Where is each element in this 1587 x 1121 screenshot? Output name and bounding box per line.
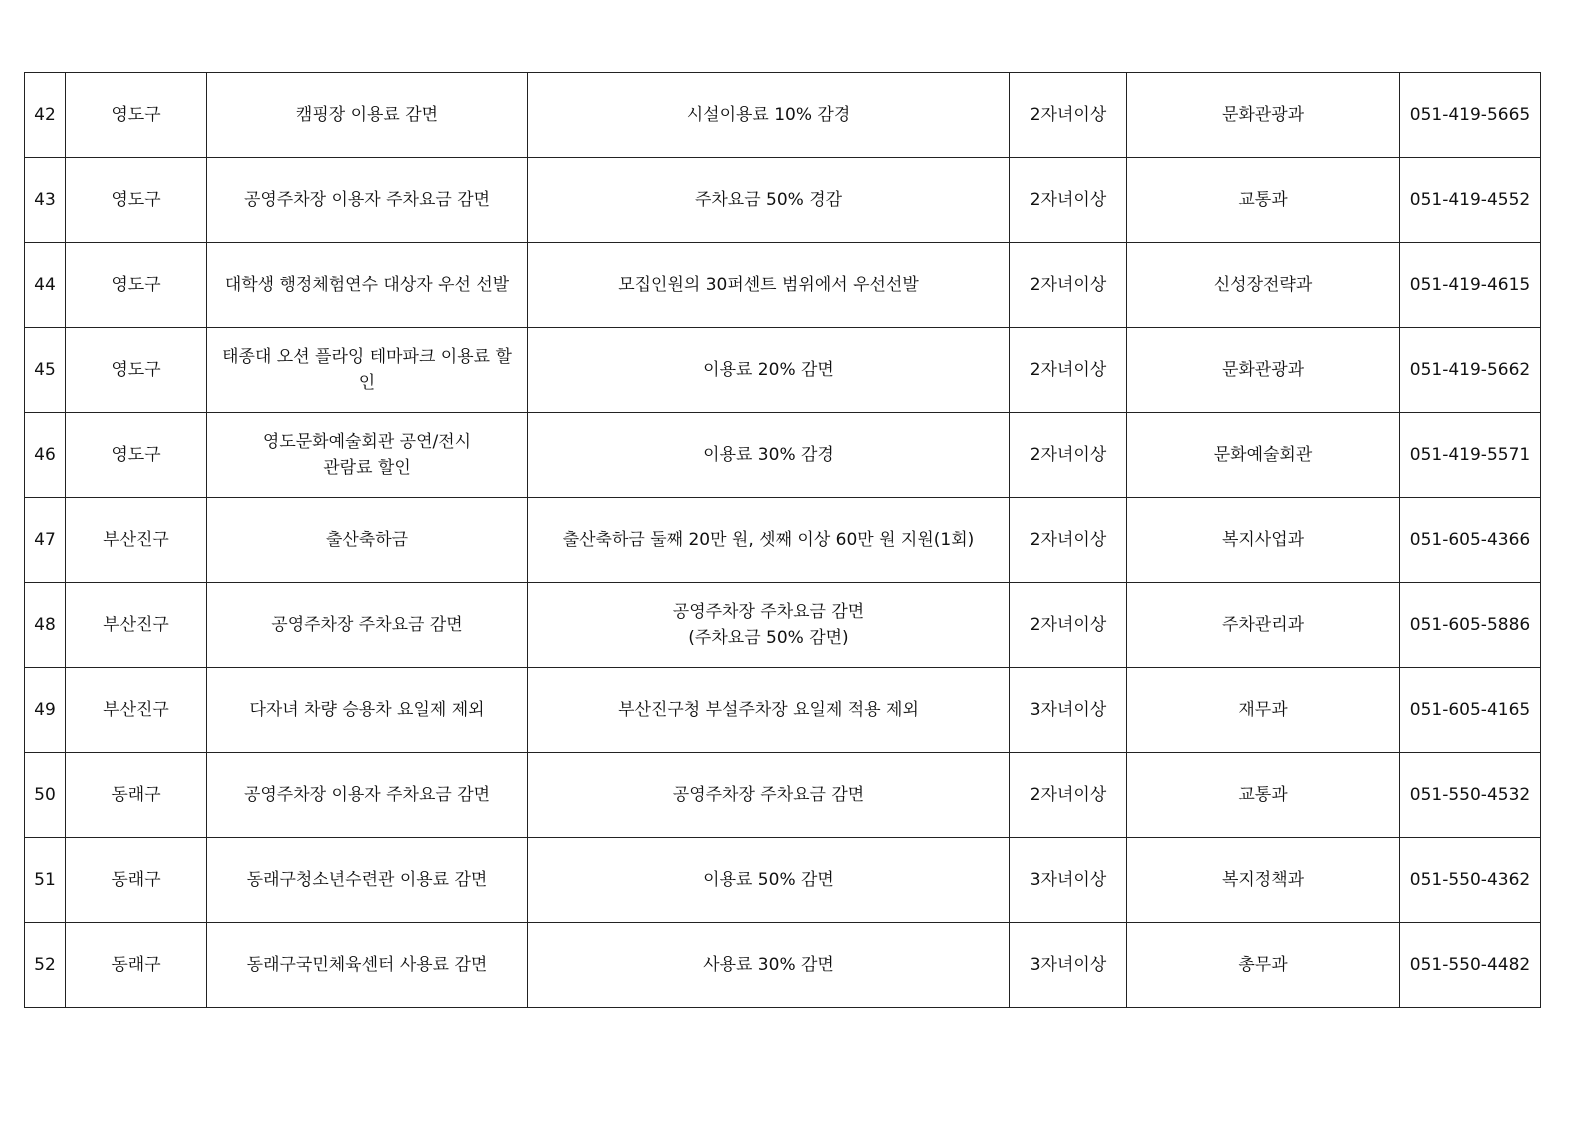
- district-cell: 영도구: [66, 73, 207, 158]
- program-cell: 공영주차장 이용자 주차요금 감면: [207, 158, 528, 243]
- district-cell: 영도구: [66, 158, 207, 243]
- program-cell: 출산축하금: [207, 498, 528, 583]
- detail-cell: 이용료 30% 감경: [528, 413, 1010, 498]
- detail-cell: 부산진구청 부설주차장 요일제 적용 제외: [528, 668, 1010, 753]
- phone-cell: 051-550-4532: [1400, 753, 1541, 838]
- row-number: 46: [25, 413, 66, 498]
- row-number: 47: [25, 498, 66, 583]
- row-number: 52: [25, 923, 66, 1008]
- table-row: [25, 158, 1541, 243]
- detail-cell: 모집인원의 30퍼센트 범위에서 우선선발: [528, 243, 1010, 328]
- target-cell: 2자녀이상: [1010, 158, 1127, 243]
- program-cell: 다자녀 차량 승용차 요일제 제외: [207, 668, 528, 753]
- phone-cell: 051-419-5665: [1400, 73, 1541, 158]
- detail-cell: 시설이용료 10% 감경: [528, 73, 1010, 158]
- department-cell: 재무과: [1127, 668, 1400, 753]
- phone-cell: 051-419-5571: [1400, 413, 1541, 498]
- district-cell: 영도구: [66, 328, 207, 413]
- target-cell: 2자녀이상: [1010, 498, 1127, 583]
- district-cell: 부산진구: [66, 668, 207, 753]
- table-row: [25, 73, 1541, 158]
- program-cell: 공영주차장 주차요금 감면: [207, 583, 528, 668]
- department-cell: 문화관광과: [1127, 73, 1400, 158]
- target-cell: 3자녀이상: [1010, 838, 1127, 923]
- department-cell: 총무과: [1127, 923, 1400, 1008]
- detail-cell: 출산축하금 둘째 20만 원, 셋째 이상 60만 원 지원(1회): [528, 498, 1010, 583]
- phone-cell: 051-419-5662: [1400, 328, 1541, 413]
- phone-cell: 051-419-4615: [1400, 243, 1541, 328]
- row-number: 42: [25, 73, 66, 158]
- document-page: [24, 72, 1540, 1008]
- program-cell: 대학생 행정체험연수 대상자 우선 선발: [207, 243, 528, 328]
- program-cell: 캠핑장 이용료 감면: [207, 73, 528, 158]
- detail-cell: 공영주차장 주차요금 감면 (주차요금 50% 감면): [528, 583, 1010, 668]
- target-cell: 2자녀이상: [1010, 73, 1127, 158]
- phone-cell: 051-419-4552: [1400, 158, 1541, 243]
- row-number: 51: [25, 838, 66, 923]
- target-cell: 2자녀이상: [1010, 328, 1127, 413]
- table-row: [25, 838, 1541, 923]
- district-cell: 부산진구: [66, 583, 207, 668]
- row-number: 45: [25, 328, 66, 413]
- district-cell: 동래구: [66, 838, 207, 923]
- detail-cell: 주차요금 50% 경감: [528, 158, 1010, 243]
- detail-cell: 사용료 30% 감면: [528, 923, 1010, 1008]
- district-cell: 동래구: [66, 923, 207, 1008]
- program-cell: 동래구국민체육센터 사용료 감면: [207, 923, 528, 1008]
- department-cell: 문화관광과: [1127, 328, 1400, 413]
- phone-cell: 051-550-4482: [1400, 923, 1541, 1008]
- target-cell: 2자녀이상: [1010, 243, 1127, 328]
- detail-cell: 이용료 20% 감면: [528, 328, 1010, 413]
- phone-cell: 051-605-5886: [1400, 583, 1541, 668]
- phone-cell: 051-605-4366: [1400, 498, 1541, 583]
- row-number: 48: [25, 583, 66, 668]
- program-cell: 공영주차장 이용자 주차요금 감면: [207, 753, 528, 838]
- row-number: 50: [25, 753, 66, 838]
- row-number: 43: [25, 158, 66, 243]
- detail-cell: 공영주차장 주차요금 감면: [528, 753, 1010, 838]
- phone-cell: 051-550-4362: [1400, 838, 1541, 923]
- program-cell: 동래구청소년수련관 이용료 감면: [207, 838, 528, 923]
- target-cell: 3자녀이상: [1010, 668, 1127, 753]
- table-row: [25, 498, 1541, 583]
- department-cell: 교통과: [1127, 753, 1400, 838]
- department-cell: 복지정책과: [1127, 838, 1400, 923]
- table-row: [25, 328, 1541, 413]
- department-cell: 문화예술회관: [1127, 413, 1400, 498]
- row-number: 44: [25, 243, 66, 328]
- benefits-table: [24, 72, 1541, 1008]
- district-cell: 부산진구: [66, 498, 207, 583]
- table-row: [25, 583, 1541, 668]
- district-cell: 동래구: [66, 753, 207, 838]
- table-row: [25, 413, 1541, 498]
- row-number: 49: [25, 668, 66, 753]
- table-row: [25, 668, 1541, 753]
- program-cell: 태종대 오션 플라잉 테마파크 이용료 할 인: [207, 328, 528, 413]
- table-row: [25, 923, 1541, 1008]
- department-cell: 신성장전략과: [1127, 243, 1400, 328]
- target-cell: 3자녀이상: [1010, 923, 1127, 1008]
- phone-cell: 051-605-4165: [1400, 668, 1541, 753]
- department-cell: 주차관리과: [1127, 583, 1400, 668]
- district-cell: 영도구: [66, 243, 207, 328]
- target-cell: 2자녀이상: [1010, 753, 1127, 838]
- department-cell: 교통과: [1127, 158, 1400, 243]
- table-row: [25, 243, 1541, 328]
- target-cell: 2자녀이상: [1010, 583, 1127, 668]
- department-cell: 복지사업과: [1127, 498, 1400, 583]
- district-cell: 영도구: [66, 413, 207, 498]
- target-cell: 2자녀이상: [1010, 413, 1127, 498]
- program-cell: 영도문화예술회관 공연/전시 관람료 할인: [207, 413, 528, 498]
- table-row: [25, 753, 1541, 838]
- detail-cell: 이용료 50% 감면: [528, 838, 1010, 923]
